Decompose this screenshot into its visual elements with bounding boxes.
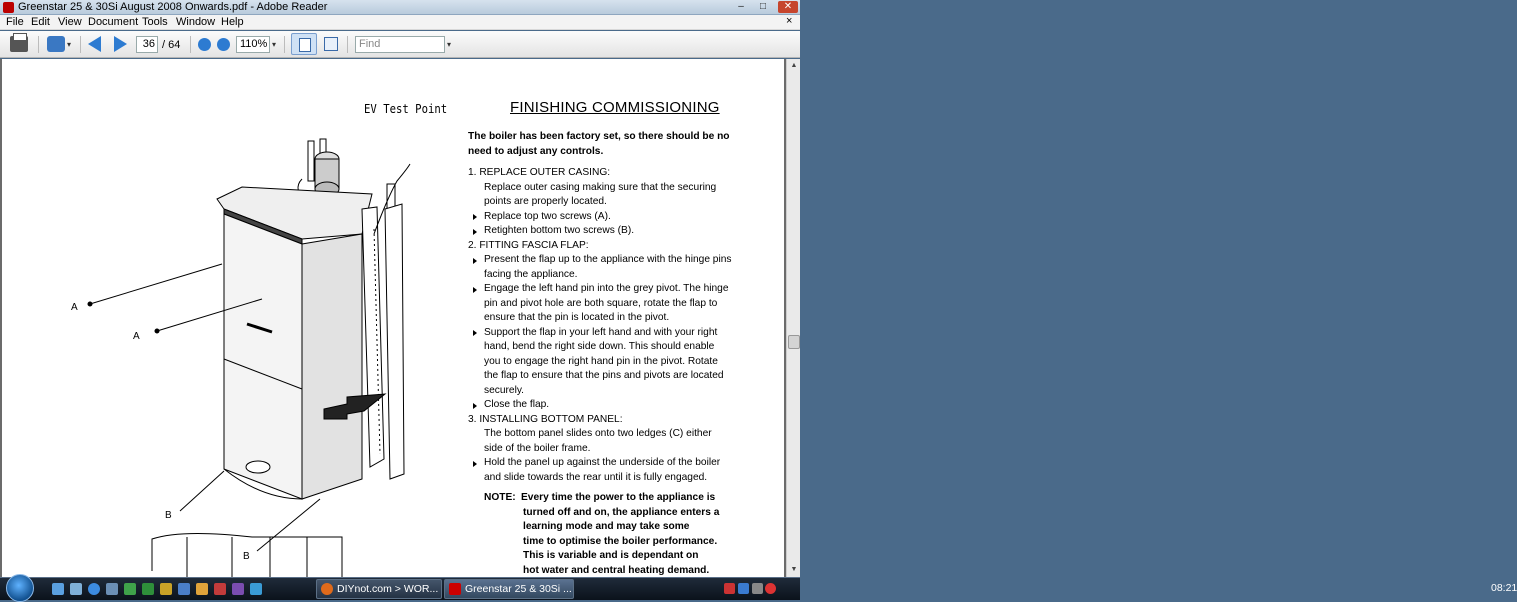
- switch-windows-icon[interactable]: [70, 583, 82, 595]
- scroll-down-icon[interactable]: ▼: [790, 566, 798, 573]
- quicklaunch-app-icon[interactable]: [106, 583, 118, 595]
- bullet-icon: [473, 214, 477, 220]
- bullet-icon: [473, 461, 477, 467]
- callout-a-lower: A: [133, 331, 140, 342]
- instruction-line: Replace outer casing making sure that the securing: [484, 181, 717, 193]
- instruction-line: 2. FITTING FASCIA FLAP:: [468, 239, 589, 251]
- instruction-line: Close the flap.: [484, 399, 550, 410]
- page-number-input[interactable]: 36: [136, 36, 158, 53]
- scroll-thumb[interactable]: [788, 335, 800, 349]
- close-button[interactable]: ✕: [778, 1, 798, 13]
- task-label: Greenstar 25 & 30Si ...: [465, 583, 572, 595]
- note-line: This is variable and is dependant on: [523, 550, 699, 561]
- callout-b-left: B: [165, 510, 172, 521]
- note-line: turned off and on, the appliance enters a: [523, 506, 720, 518]
- bullet-icon: [473, 229, 477, 235]
- instruction-line: side of the boiler frame.: [484, 442, 591, 454]
- toolbar-separator: [190, 36, 191, 53]
- adobe-reader-icon: [449, 583, 461, 595]
- instruction-line: the flap to ensure that the pins and pivots are located: [484, 370, 724, 381]
- share-dropdown-icon[interactable]: ▾: [67, 40, 72, 49]
- zoom-dropdown-icon[interactable]: ▾: [272, 40, 277, 49]
- menu-document[interactable]: Document: [88, 16, 139, 28]
- boiler-illustration: [62, 101, 442, 577]
- quicklaunch-app-icon[interactable]: [160, 583, 172, 595]
- quicklaunch-app-icon[interactable]: [232, 583, 244, 595]
- find-input[interactable]: Find: [355, 36, 445, 53]
- menu-edit[interactable]: Edit: [31, 16, 50, 28]
- menu-view[interactable]: View: [58, 16, 82, 28]
- document-viewport[interactable]: [0, 59, 786, 577]
- menu-bar: [0, 15, 800, 30]
- vertical-scrollbar[interactable]: [786, 59, 800, 577]
- menu-file[interactable]: File: [6, 16, 24, 28]
- task-label: DIYnot.com > WOR...: [337, 583, 439, 595]
- network-icon[interactable]: [738, 583, 749, 594]
- volume-icon[interactable]: [752, 583, 763, 594]
- bullet-icon: [473, 287, 477, 293]
- instruction-line: points are properly located.: [484, 196, 607, 207]
- share-icon[interactable]: [47, 36, 65, 52]
- instruction-line: Engage the left hand pin into the grey pivot. The hinge: [484, 283, 729, 294]
- instruction-line: 1. REPLACE OUTER CASING:: [468, 167, 611, 178]
- note-label: NOTE:: [484, 492, 516, 503]
- firefox-icon: [321, 583, 333, 595]
- instruction-line: The bottom panel slides onto two ledges (C) either: [484, 428, 712, 439]
- instruction-line: Support the flap in your left hand and with your right: [484, 326, 718, 338]
- instruction-line: pin and pivot hole are both square, rotate the flap to: [484, 297, 718, 309]
- menu-help[interactable]: Help: [221, 16, 244, 28]
- messenger-icon[interactable]: [88, 583, 100, 595]
- instruction-line: securely.: [484, 384, 525, 396]
- page-total: / 64: [162, 39, 181, 51]
- zoom-level-input[interactable]: 110%: [236, 36, 270, 53]
- toolbar-separator: [284, 36, 285, 53]
- title-bar: [0, 0, 800, 15]
- toolbar-separator: [80, 36, 81, 53]
- bullet-icon: [473, 258, 477, 264]
- note-line: hot water and central heating demand.: [523, 564, 710, 576]
- instruction-line: you to engage the right hand pin in the pivot. Rotate: [484, 355, 718, 367]
- instruction-line: Present the flap up to the appliance with the hinge pins: [484, 254, 732, 265]
- pdf-page: [2, 59, 784, 577]
- note-line: learning mode and may take some: [523, 521, 690, 532]
- quicklaunch-app-icon[interactable]: [124, 583, 136, 595]
- instruction-line: Retighten bottom two screws (B).: [484, 225, 635, 236]
- toolbar-separator: [38, 36, 39, 53]
- clock: 08:21: [1491, 582, 1517, 594]
- instruction-line: ensure that the pin is located in the pivot.: [484, 312, 670, 323]
- next-page-icon[interactable]: [114, 36, 127, 52]
- toolbar-separator: [347, 36, 348, 53]
- system-tray: [720, 578, 1517, 600]
- callout-b-right: B: [243, 551, 250, 562]
- bullet-icon: [473, 403, 477, 409]
- adobe-reader-icon: [3, 2, 14, 13]
- minimize-button[interactable]: –: [738, 1, 744, 12]
- note-line: Every time the power to the appliance is: [521, 492, 716, 503]
- instruction-line: and slide towards the rear until it is fully engaged.: [484, 471, 708, 483]
- intro-paragraph: The boiler has been factory set, so there should be no need to adjust any controls.: [468, 131, 730, 157]
- quicklaunch-app-icon[interactable]: [178, 583, 190, 595]
- quicklaunch-app-icon[interactable]: [142, 583, 154, 595]
- taskbar-item-firefox[interactable]: [316, 579, 442, 599]
- security-icon[interactable]: [765, 583, 776, 594]
- start-button[interactable]: [6, 574, 34, 602]
- zoom-out-icon[interactable]: [198, 38, 211, 51]
- bullet-icon: [473, 330, 477, 336]
- callout-a-upper: A: [71, 302, 78, 313]
- previous-page-icon[interactable]: [88, 36, 101, 52]
- quicklaunch-app-icon[interactable]: [214, 583, 226, 595]
- taskbar-item-adobe-reader[interactable]: [444, 579, 574, 599]
- menu-tools[interactable]: Tools: [142, 16, 168, 28]
- quicklaunch-app-icon[interactable]: [196, 583, 208, 595]
- instruction-line: facing the appliance.: [484, 268, 578, 280]
- window-title: Greenstar 25 & 30Si August 2008 Onwards.pdf - Adobe Reader: [18, 1, 328, 13]
- maximize-button[interactable]: □: [759, 1, 767, 12]
- instruction-line: Replace top two screws (A).: [484, 210, 611, 222]
- note-line: time to optimise the boiler performance.: [523, 535, 718, 547]
- menu-window[interactable]: Window: [176, 16, 216, 28]
- show-desktop-icon[interactable]: [52, 583, 64, 595]
- section-heading: FINISHING COMMISSIONING: [510, 99, 720, 116]
- ev-test-point-label: EV Test Point: [364, 101, 448, 116]
- instruction-line: Hold the panel up against the underside of the boiler: [484, 457, 721, 468]
- taskbar: [0, 577, 1517, 600]
- tray-app-icon[interactable]: [724, 583, 735, 594]
- close-document-button[interactable]: ×: [786, 15, 793, 27]
- fit-page-icon[interactable]: [291, 33, 317, 55]
- find-dropdown-icon[interactable]: ▾: [447, 40, 452, 49]
- full-screen-icon[interactable]: [324, 37, 338, 51]
- scroll-up-icon[interactable]: ▲: [790, 62, 798, 69]
- toolbar: [0, 31, 800, 58]
- print-icon[interactable]: [10, 36, 28, 52]
- zoom-in-icon[interactable]: [217, 38, 230, 51]
- instruction-line: 3. INSTALLING BOTTOM PANEL:: [468, 413, 623, 425]
- quicklaunch-app-icon[interactable]: [250, 583, 262, 595]
- instruction-line: hand, bend the right side down. This should enable: [484, 341, 715, 352]
